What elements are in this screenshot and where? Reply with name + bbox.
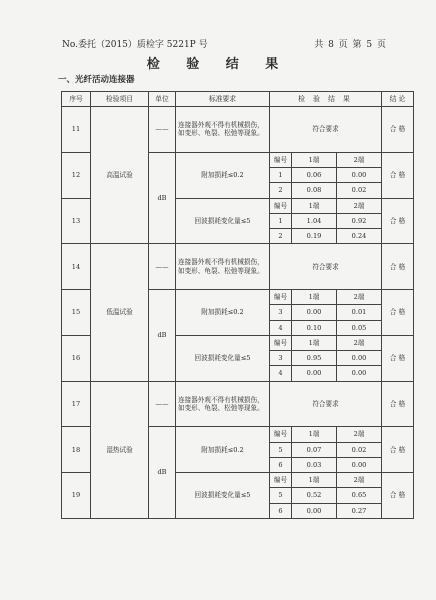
conclusion-cell: 合 格	[382, 244, 414, 290]
requirement-cell: 回波损耗变化量≤5	[176, 198, 270, 244]
row-number: 17	[62, 381, 91, 427]
unit-cell: ——	[149, 381, 176, 427]
column-header: 检 验 结 果	[270, 92, 382, 107]
measurement-cell: 0.24	[337, 229, 382, 244]
measurement-cell: 0.08	[292, 183, 337, 198]
measurement-cell: 5	[270, 442, 292, 457]
measurement-cell: 1.04	[292, 213, 337, 228]
column-header: 序号	[62, 92, 91, 107]
measurement-cell: 1	[270, 213, 292, 228]
unit-cell: ——	[149, 244, 176, 290]
sub-header-cell: 编号	[270, 473, 292, 488]
requirement-cell: 附加损耗≤0.2	[176, 290, 270, 336]
measurement-cell: 0.00	[292, 366, 337, 381]
measurement-cell: 2	[270, 183, 292, 198]
conclusion-cell: 合 格	[382, 152, 414, 198]
measurement-cell: 0.19	[292, 229, 337, 244]
sub-header-cell: 2端	[337, 473, 382, 488]
unit-cell: dB	[149, 427, 176, 519]
sub-header-cell: 编号	[270, 290, 292, 305]
conclusion-cell: 合 格	[382, 381, 414, 427]
result-cell: 符合要求	[270, 381, 382, 427]
measurement-cell: 0.10	[292, 320, 337, 335]
measurement-cell: 0.95	[292, 351, 337, 366]
sub-header-cell: 编号	[270, 198, 292, 213]
sub-header-cell: 1端	[292, 290, 337, 305]
measurement-cell: 0.00	[292, 503, 337, 518]
measurement-cell: 0.00	[292, 305, 337, 320]
measurement-cell: 0.05	[337, 320, 382, 335]
requirement-cell: 回波损耗变化量≤5	[176, 335, 270, 381]
test-item: 湿热试验	[91, 381, 149, 518]
measurement-cell: 3	[270, 305, 292, 320]
page-title: 检 验 结 果	[146, 57, 290, 72]
conclusion-cell: 合 格	[382, 427, 414, 473]
result-cell: 符合要求	[270, 107, 382, 153]
row-number: 13	[62, 198, 91, 244]
document-number: No.委托（2015）质检字 5221P 号	[62, 40, 208, 50]
table-row	[62, 381, 414, 427]
measurement-cell: 0.52	[292, 488, 337, 503]
conclusion-cell: 合 格	[382, 473, 414, 519]
measurement-cell: 4	[270, 366, 292, 381]
table-body	[62, 107, 414, 519]
measurement-cell: 0.02	[337, 442, 382, 457]
measurement-cell: 0.00	[337, 168, 382, 183]
column-header: 检验项目	[91, 92, 149, 107]
measurement-cell: 6	[270, 503, 292, 518]
conclusion-cell: 合 格	[382, 290, 414, 336]
requirement-cell: 附加损耗≤0.2	[176, 427, 270, 473]
page-info: 共 8 页 第 5 页	[314, 40, 386, 50]
sub-header-cell: 2端	[337, 427, 382, 442]
column-header: 单位	[149, 92, 176, 107]
sub-header-cell: 1端	[292, 427, 337, 442]
measurement-cell: 0.00	[337, 366, 382, 381]
requirement-cell: 回波损耗变化量≤5	[176, 473, 270, 519]
sub-header-cell: 编号	[270, 335, 292, 350]
row-number: 14	[62, 244, 91, 290]
measurement-cell: 0.02	[337, 183, 382, 198]
requirement-cell: 连接器外观不得有机械损伤，如变形、龟裂、松弛等现象。	[176, 244, 270, 290]
inspection-results-table	[61, 91, 414, 519]
sub-header-cell: 1端	[292, 198, 337, 213]
requirement-cell: 连接器外观不得有机械损伤，如变形、龟裂、松弛等现象。	[176, 107, 270, 153]
table-row	[62, 107, 414, 153]
section-heading: 一、光纤活动连接器	[58, 75, 135, 85]
test-item: 低温试验	[91, 244, 149, 381]
unit-cell: dB	[149, 290, 176, 382]
measurement-cell: 1	[270, 168, 292, 183]
table-row	[62, 244, 414, 290]
table-header-row	[62, 92, 414, 107]
sub-header-cell: 1端	[292, 335, 337, 350]
sub-header-cell: 编号	[270, 427, 292, 442]
sub-header-cell: 2端	[337, 152, 382, 167]
row-number: 19	[62, 473, 91, 519]
measurement-cell: 4	[270, 320, 292, 335]
measurement-cell: 0.06	[292, 168, 337, 183]
sub-header-cell: 2端	[337, 290, 382, 305]
row-number: 11	[62, 107, 91, 153]
row-number: 16	[62, 335, 91, 381]
measurement-cell: 0.07	[292, 442, 337, 457]
measurement-cell: 0.00	[337, 351, 382, 366]
unit-cell: dB	[149, 152, 176, 244]
conclusion-cell: 合 格	[382, 335, 414, 381]
measurement-cell: 3	[270, 351, 292, 366]
sub-header-cell: 1端	[292, 152, 337, 167]
measurement-cell: 0.03	[292, 457, 337, 472]
sub-header-cell: 2端	[337, 335, 382, 350]
requirement-cell: 附加损耗≤0.2	[176, 152, 270, 198]
unit-cell: ——	[149, 107, 176, 153]
column-header: 标准要求	[176, 92, 270, 107]
requirement-cell: 连接器外观不得有机械损伤，如变形、龟裂、松弛等现象。	[176, 381, 270, 427]
test-item: 高温试验	[91, 107, 149, 244]
sub-header-cell: 编号	[270, 152, 292, 167]
measurement-cell: 6	[270, 457, 292, 472]
row-number: 15	[62, 290, 91, 336]
row-number: 12	[62, 152, 91, 198]
measurement-cell: 0.01	[337, 305, 382, 320]
conclusion-cell: 合 格	[382, 107, 414, 153]
column-header: 结 论	[382, 92, 414, 107]
measurement-cell: 0.00	[337, 457, 382, 472]
conclusion-cell: 合 格	[382, 198, 414, 244]
row-number: 18	[62, 427, 91, 473]
measurement-cell: 5	[270, 488, 292, 503]
measurement-cell: 2	[270, 229, 292, 244]
measurement-cell: 0.92	[337, 213, 382, 228]
measurement-cell: 0.65	[337, 488, 382, 503]
result-cell: 符合要求	[270, 244, 382, 290]
sub-header-cell: 1端	[292, 473, 337, 488]
measurement-cell: 0.27	[337, 503, 382, 518]
sub-header-cell: 2端	[337, 198, 382, 213]
